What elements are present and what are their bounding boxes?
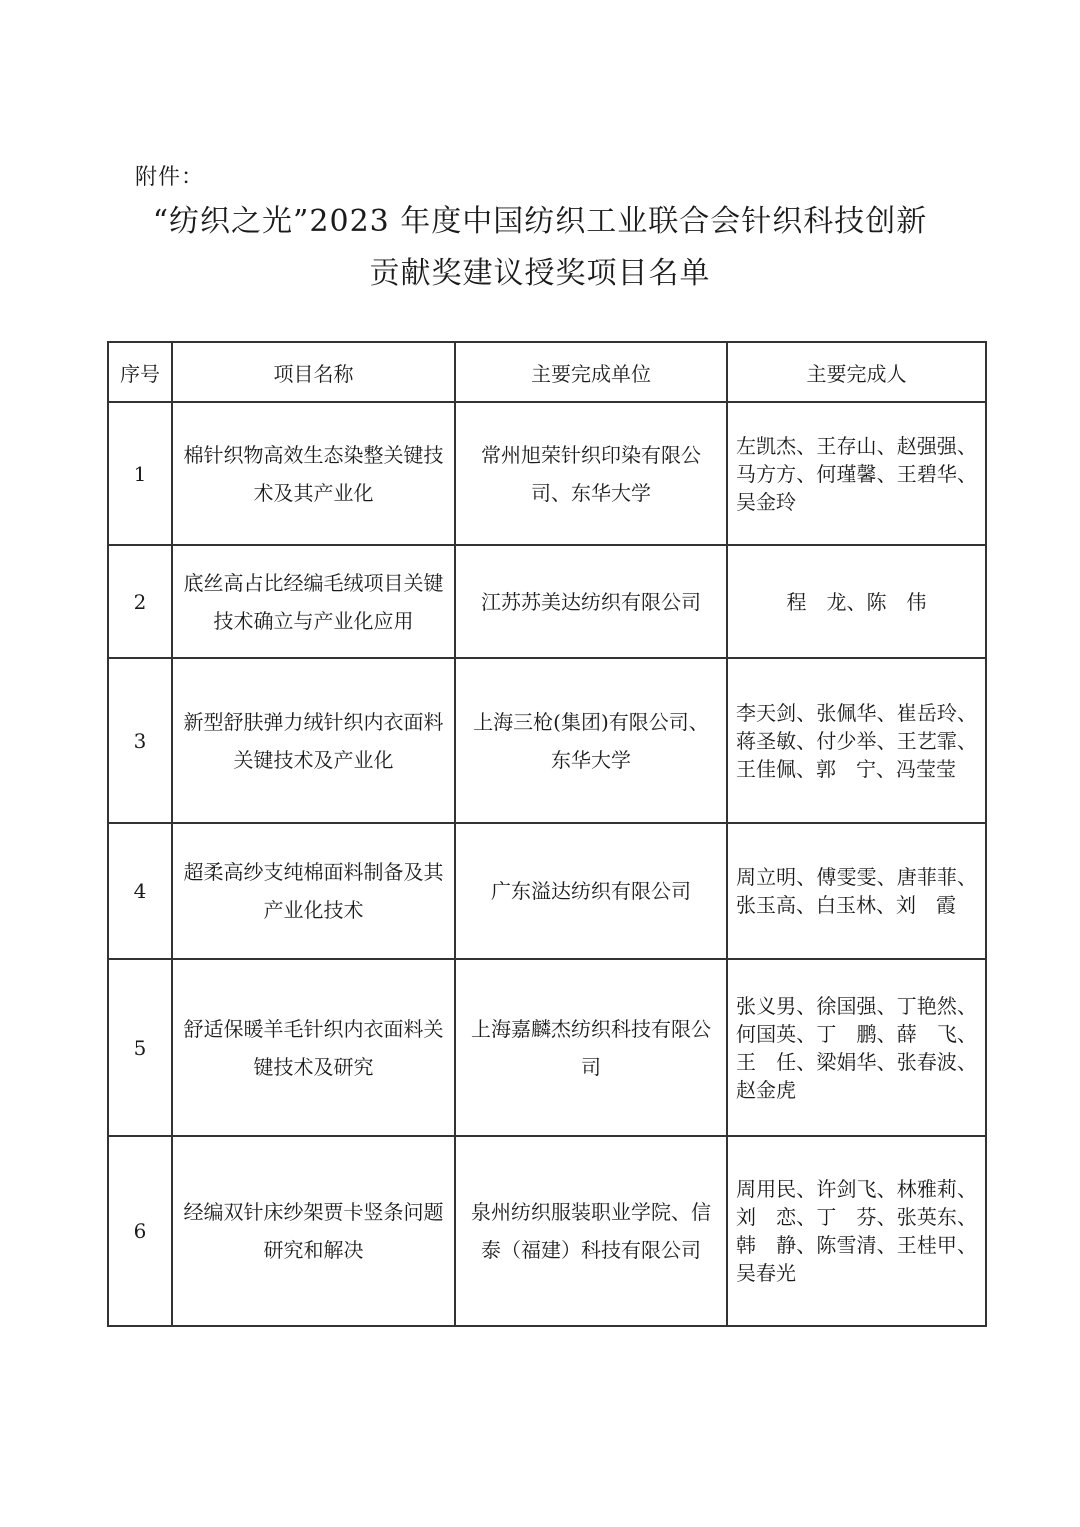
row-main-unit: 上海三枪(集团)有限公司、东华大学 (455, 658, 727, 823)
row-main-people: 周用民、许剑飞、林雅莉、刘 恋、丁 芬、张英东、韩 静、陈雪清、王桂甲、吴春光 (727, 1136, 986, 1326)
row-project-name: 经编双针床纱架贾卡竖条问题研究和解决 (172, 1136, 455, 1326)
table-row (108, 959, 986, 1136)
attachment-label: 附件： (135, 165, 205, 190)
header-main-people: 主要完成人 (727, 342, 986, 402)
document-title-line-2: 贡献奖建议授奖项目名单 (369, 256, 711, 291)
row-main-unit: 泉州纺织服装职业学院、信泰（福建）科技有限公司 (455, 1136, 727, 1326)
document-title-line-1: “纺织之光”2023 年度中国纺织工业联合会针织科技创新 (152, 204, 928, 239)
row-main-people: 左凯杰、王存山、赵强强、马方方、何瑾馨、王碧华、吴金玲 (727, 402, 986, 545)
row-main-unit: 上海嘉麟杰纺织科技有限公司 (455, 959, 727, 1136)
award-projects-table (107, 341, 987, 1327)
row-main-unit: 常州旭荣针织印染有限公司、东华大学 (455, 402, 727, 545)
row-index: 3 (108, 658, 172, 823)
row-project-name: 超柔高纱支纯棉面料制备及其产业化技术 (172, 823, 455, 959)
row-project-name: 舒适保暖羊毛针织内衣面料关键技术及研究 (172, 959, 455, 1136)
table-row (108, 545, 986, 658)
row-main-people: 周立明、傅雯雯、唐菲菲、张玉高、白玉林、刘 霞 (727, 823, 986, 959)
row-project-name: 新型舒肤弹力绒针织内衣面料关键技术及产业化 (172, 658, 455, 823)
row-index: 5 (108, 959, 172, 1136)
row-main-unit: 江苏苏美达纺织有限公司 (455, 545, 727, 658)
row-index: 4 (108, 823, 172, 959)
table-row (108, 658, 986, 823)
table-row (108, 402, 986, 545)
row-main-people: 张义男、徐国强、丁艳然、何国英、丁 鹏、薛 飞、王 任、梁娟华、张春波、赵金虎 (727, 959, 986, 1136)
table-row (108, 823, 986, 959)
row-main-unit: 广东溢达纺织有限公司 (455, 823, 727, 959)
row-main-people: 李天剑、张佩华、崔岳玲、蒋圣敏、付少举、王艺霏、王佳佩、郭 宁、冯莹莹 (727, 658, 986, 823)
table-row (108, 1136, 986, 1326)
row-project-name: 底丝高占比经编毛绒项目关键技术确立与产业化应用 (172, 545, 455, 658)
row-main-people: 程 龙、陈 伟 (727, 545, 986, 658)
header-index: 序号 (108, 342, 172, 402)
row-index: 2 (108, 545, 172, 658)
row-index: 1 (108, 402, 172, 545)
table-header-row (108, 342, 986, 402)
row-index: 6 (108, 1136, 172, 1326)
header-main-unit: 主要完成单位 (455, 342, 727, 402)
row-project-name: 棉针织物高效生态染整关键技术及其产业化 (172, 402, 455, 545)
header-project-name: 项目名称 (172, 342, 455, 402)
